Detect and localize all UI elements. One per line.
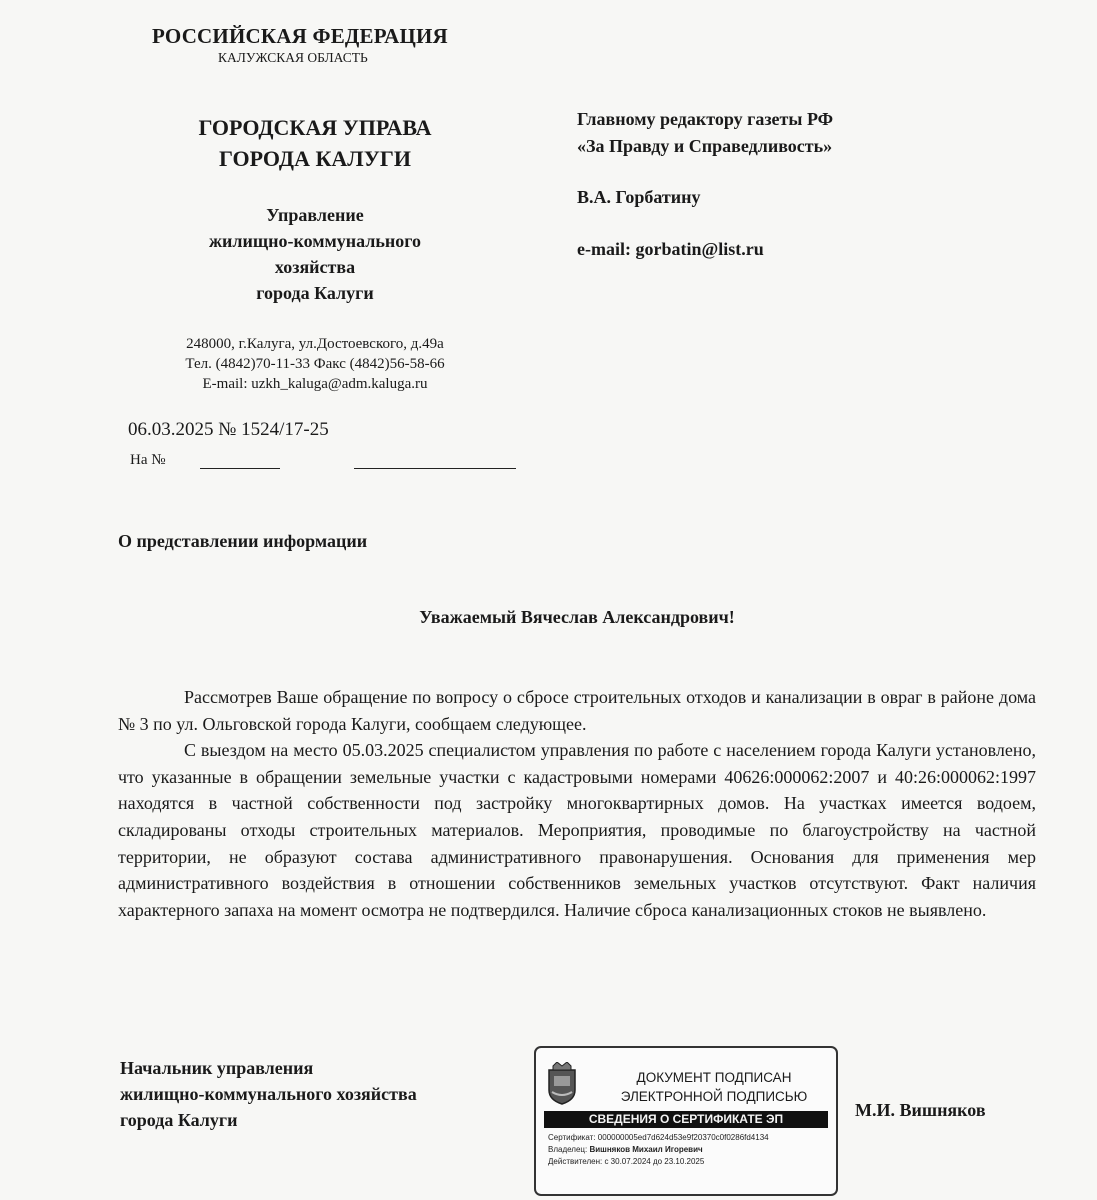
validity-row: Действителен: с 30.07.2024 до 23.10.2025 <box>548 1157 705 1166</box>
certificate-row <box>548 1133 832 1142</box>
phone-line: Тел. (4842)70-11-33 Факс (4842)56-58-66 <box>185 356 445 372</box>
recipient-line: «За Правду и Справедливость» <box>577 136 833 156</box>
dept-line: жилищно-коммунального <box>208 231 421 251</box>
reference-number-blank <box>200 468 280 469</box>
salutation: Уважаемый Вячеслав Александрович! <box>419 607 735 627</box>
org-line: ГОРОДА КАЛУГИ <box>219 146 411 171</box>
certificate-info-bar: СВЕДЕНИЯ О СЕРТИФИКАТЕ ЭП <box>544 1111 828 1128</box>
signatory-line: города Калуги <box>120 1110 238 1130</box>
signatory-title <box>120 1055 417 1133</box>
certificate-label: Сертификат: <box>548 1133 596 1142</box>
dept-line: хозяйства <box>274 257 356 277</box>
address-line: 248000, г.Калуга, ул.Достоевского, д.49а <box>186 336 444 352</box>
country-heading: РОССИЙСКАЯ ФЕДЕРАЦИЯ <box>152 24 448 48</box>
recipient-email: e-mail: gorbatin@list.ru <box>577 239 764 259</box>
body-paragraph: Рассмотрев Ваше обращение по вопросу о сбросе строительных отходов и канализации в овраг в районе дома № 3 по ул. Ольговской города Калуги, сообщаем следующее. <box>118 687 1036 734</box>
signatory-name: М.И. Вишняков <box>855 1100 986 1120</box>
letter-body <box>118 684 1036 923</box>
owner-label: Владелец: <box>548 1145 588 1154</box>
reference-label: На № <box>130 452 166 468</box>
signatory-line: Начальник управления <box>120 1058 314 1078</box>
department-name <box>150 202 480 306</box>
owner-row <box>548 1145 832 1154</box>
region-heading: КАЛУЖСКАЯ ОБЛАСТЬ <box>218 50 368 65</box>
organization-name <box>150 112 480 174</box>
dept-line: Управление <box>266 205 364 225</box>
electronic-signature-stamp <box>534 1046 838 1196</box>
recipient-line: Главному редактору газеты РФ <box>577 109 834 129</box>
coat-of-arms-icon <box>546 1062 578 1106</box>
stamp-subheading: ЭЛЕКТРОННОЙ ПОДПИСЬЮ <box>620 1089 808 1104</box>
document-number: 06.03.2025 № 1524/17-25 <box>128 419 329 440</box>
contact-block <box>130 334 500 394</box>
recipient-title <box>577 106 833 160</box>
body-paragraph: С выездом на место 05.03.2025 специалистом управления по работе с населением города Калуги установлено, что указанные в обращении земельные участки с кадастровыми номерами 40626:000062:2007 и 40:26:000062:1997 находятся в частной собственности под застройку многоквартирных домов. На участках имеется водоем, складированы отходы строительных материалов. Мероприятия, проводимые по благоустройству на частной территории, не образуют состава административного правонарушения. Основания для применения мер административного воздействия в отношении собственников земельных участков отсутствуют. Факт наличия характерного запаха на момент осмотра не подтвердился. Наличие сброса канализационных стоков не выявлено. <box>118 740 1036 920</box>
reference-date-blank <box>354 468 516 469</box>
letter-subject: О представлении информации <box>118 531 368 551</box>
org-line: ГОРОДСКАЯ УПРАВА <box>198 115 432 140</box>
stamp-heading: ДОКУМЕНТ ПОДПИСАН <box>636 1070 792 1085</box>
signatory-line: жилищно-коммунального хозяйства <box>120 1084 417 1104</box>
dept-line: города Калуги <box>256 283 374 303</box>
owner-value: Вишняков Михаил Игоревич <box>589 1145 703 1154</box>
email-line: E-mail: uzkh_kaluga@adm.kaluga.ru <box>202 376 428 392</box>
certificate-value: 000000005ed7d624d53e9f20370c0f0286fd4134 <box>597 1133 769 1142</box>
recipient-name: В.А. Горбатину <box>577 187 701 207</box>
